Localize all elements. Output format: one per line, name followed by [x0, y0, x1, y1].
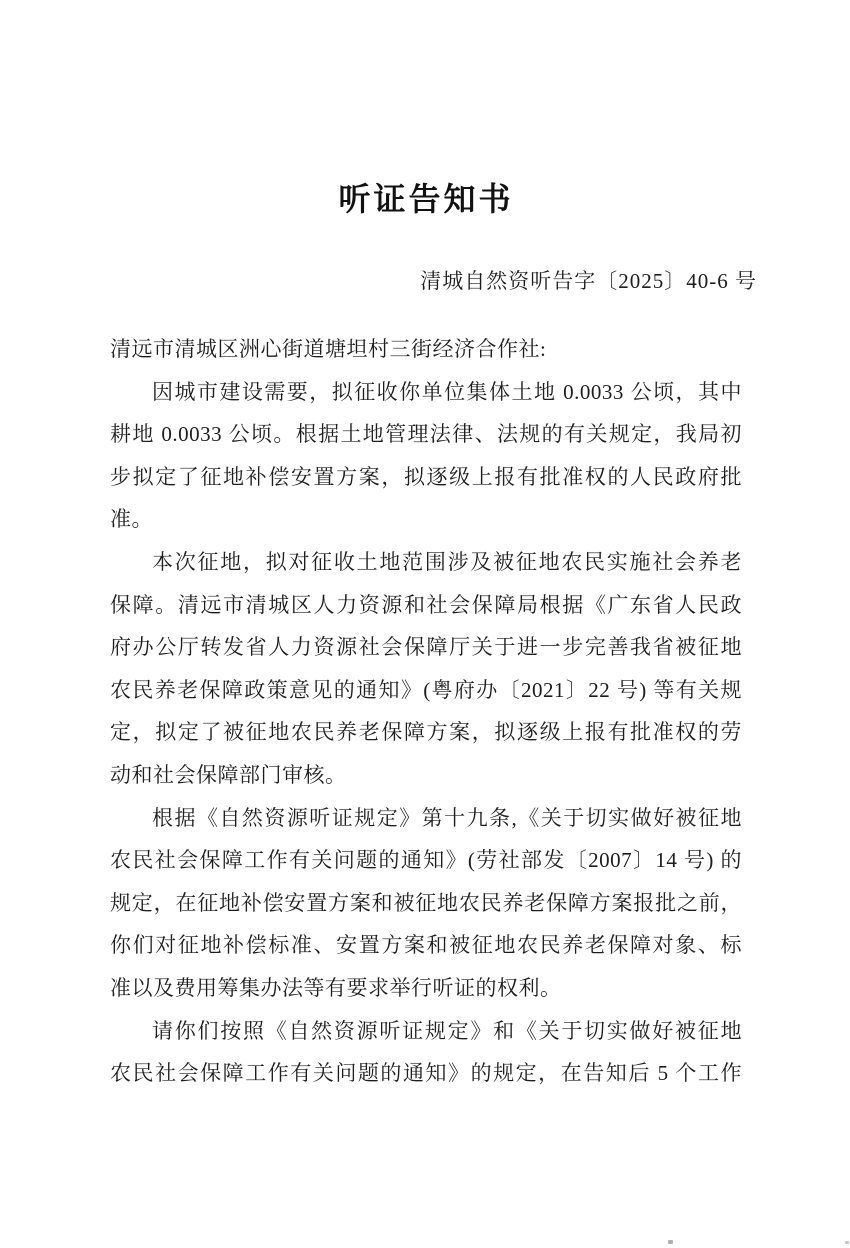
text-line: 本次征地，拟对征收土地范围涉及被征地农民实施社会养老: [152, 549, 742, 574]
scan-speck: [845, 1241, 849, 1244]
text-line: 因城市建设需要，拟征收你单位集体土地 0.0033 公顷，其中: [152, 379, 742, 404]
text-line: 根据《自然资源听证规定》第十九条,《关于切实做好被征地: [152, 805, 742, 830]
text-line: 农民社会保障工作有关问题的通知》的规定，在告知后 5 个工作: [110, 1061, 742, 1086]
document-body: [110, 328, 742, 1095]
text-line: 农民社会保障工作有关问题的通知》(劳社部发〔2007〕14 号) 的: [110, 848, 742, 873]
text-line: 动和社会保障部门审核。: [110, 762, 347, 787]
text-line: 请你们按照《自然资源听证规定》和《关于切实做好被征地: [152, 1018, 742, 1043]
document-title: 听证告知书: [338, 181, 514, 217]
text-line: 定，拟定了被征地农民养老保障方案，拟逐级上报有批准权的劳: [110, 720, 742, 745]
text-line: 你们对征地补偿标准、安置方案和被征地农民养老保障对象、标: [110, 933, 742, 958]
text-line: 耕地 0.0033 公顷。根据土地管理法律、法规的有关规定，我局初: [110, 422, 742, 447]
text-line: 农民养老保障政策意见的通知》(粤府办〔2021〕22 号) 等有关规: [110, 677, 742, 702]
text-line: 府办公厅转发省人力资源社会保障厅关于进一步完善我省被征地: [110, 635, 742, 660]
text-line: 步拟定了征地补偿安置方案，拟逐级上报有批准权的人民政府批: [110, 464, 742, 489]
scan-speck: [668, 1240, 673, 1244]
text-line: 规定，在征地补偿安置方案和被征地农民养老保障方案报批之前，: [110, 890, 742, 915]
text-line: 保障。清远市清城区人力资源和社会保障局根据《广东省人民政: [110, 592, 742, 617]
text-line: 准以及费用筹集办法等有要求举行听证的权利。: [110, 975, 562, 1000]
text-line: 清远市清城区洲心街道塘坦村三街经济合作社:: [110, 337, 547, 361]
document-number: 清城自然资听告字〔2025〕40-6 号: [420, 269, 757, 293]
text-line: 准。: [110, 507, 153, 532]
